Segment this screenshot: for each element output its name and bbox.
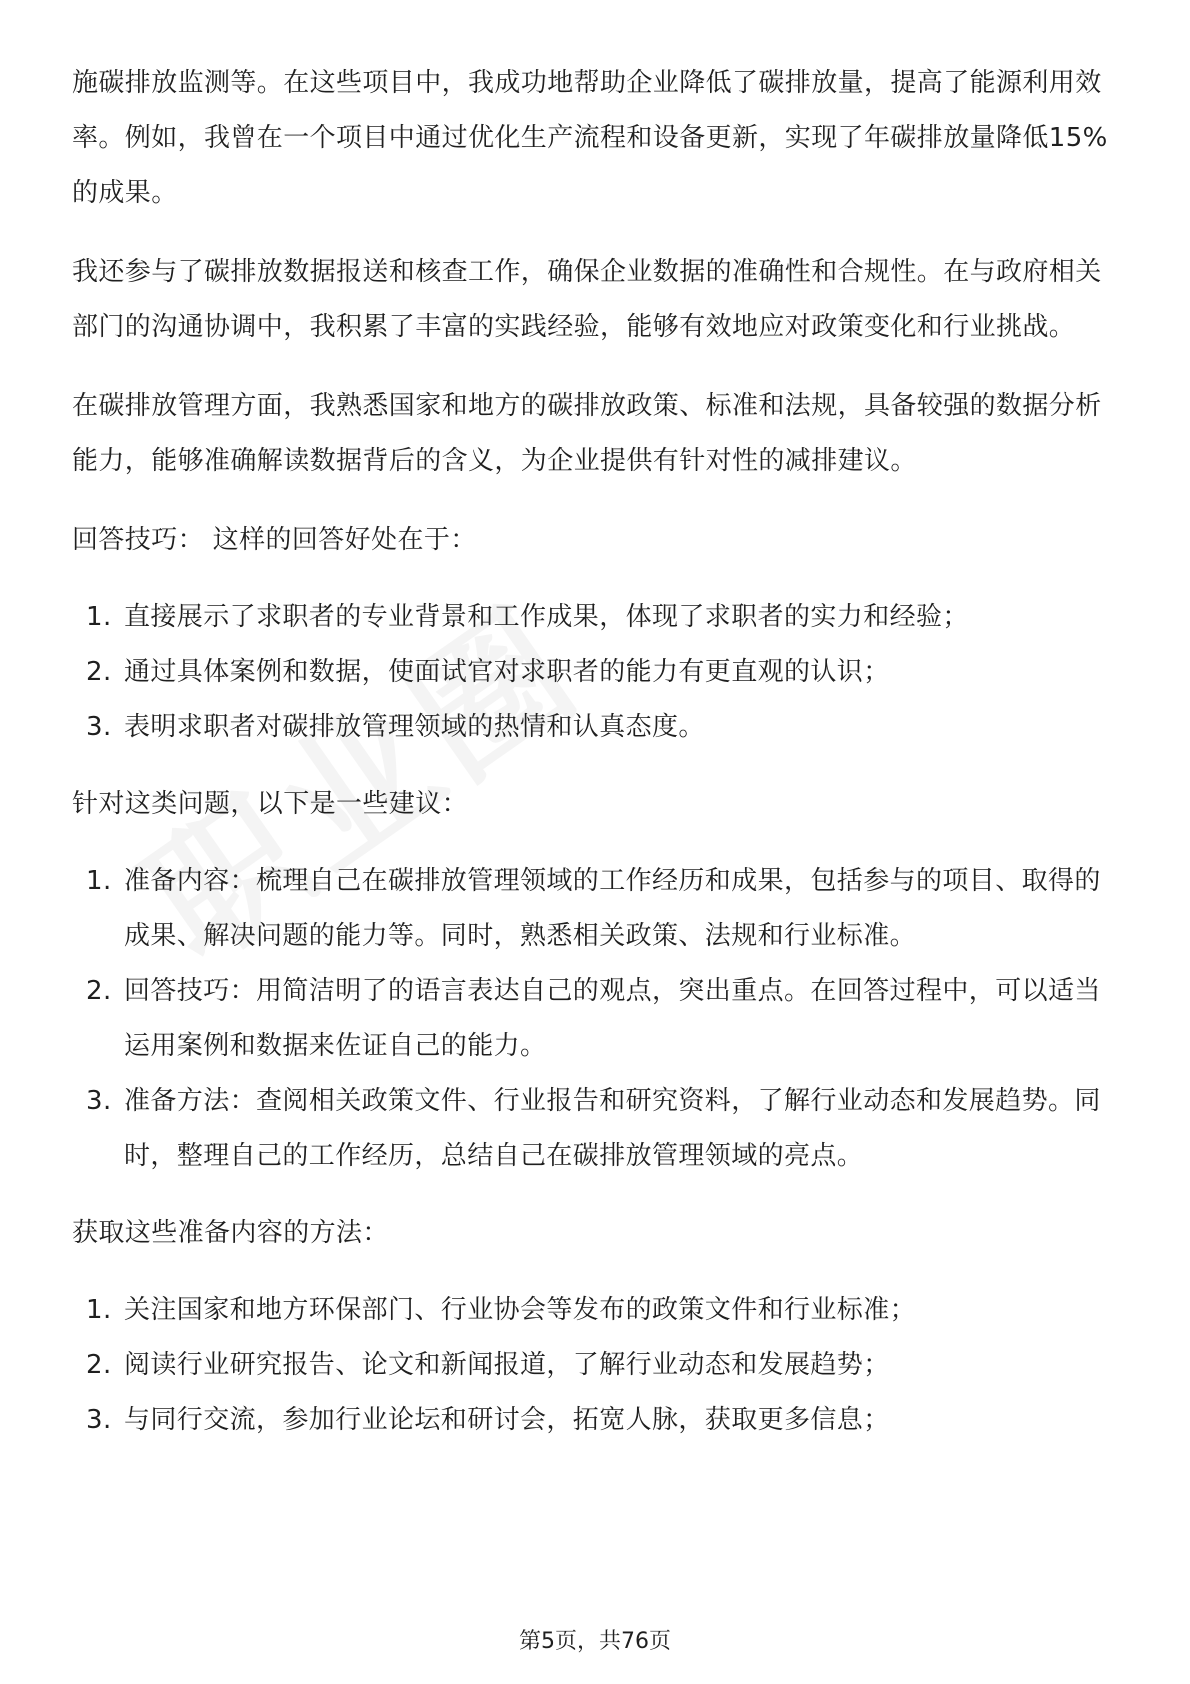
document-body bbox=[72, 56, 1118, 1470]
list-item bbox=[72, 964, 1118, 1074]
list-number: 3. bbox=[86, 712, 112, 742]
list-number: 2. bbox=[86, 976, 112, 1006]
list-item bbox=[72, 1338, 1118, 1393]
tips-list bbox=[72, 590, 1118, 755]
list-item-text: 与同行交流，参加行业论坛和研讨会，拓宽人脉，获取更多信息； bbox=[124, 1405, 890, 1435]
paragraph-1: 施碳排放监测等。在这些项目中，我成功地帮助企业降低了碳排放量，提高了能源利用效率。例如，我曾在一个项目中通过优化生产流程和设备更新，实现了年碳排放量降低15%的成果。 bbox=[72, 68, 1108, 208]
tips-heading: 回答技巧： 这样的回答好处在于： bbox=[72, 525, 477, 555]
list-number: 2. bbox=[86, 657, 112, 687]
list-item-text: 通过具体案例和数据，使面试官对求职者的能力有更直观的认识； bbox=[124, 657, 890, 687]
list-item-text: 关注国家和地方环保部门、行业协会等发布的政策文件和行业标准； bbox=[124, 1295, 917, 1325]
paragraph-3: 在碳排放管理方面，我熟悉国家和地方的碳排放政策、标准和法规，具备较强的数据分析能力，能够准确解读数据背后的含义，为企业提供有针对性的减排建议。 bbox=[72, 391, 1102, 476]
list-item bbox=[72, 1283, 1118, 1338]
list-number: 1. bbox=[86, 1295, 112, 1325]
list-item bbox=[72, 645, 1118, 700]
list-number: 1. bbox=[86, 602, 112, 632]
list-number: 3. bbox=[86, 1405, 112, 1435]
list-item-text: 阅读行业研究报告、论文和新闻报道，了解行业动态和发展趋势； bbox=[124, 1350, 890, 1380]
list-item-text: 准备方法：查阅相关政策文件、行业报告和研究资料，了解行业动态和发展趋势。同时，整理自己的工作经历，总结自己在碳排放管理领域的亮点。 bbox=[124, 1086, 1101, 1171]
list-item bbox=[72, 1074, 1118, 1184]
methods-heading: 获取这些准备内容的方法： bbox=[72, 1218, 389, 1248]
list-item-text: 准备内容：梳理自己在碳排放管理领域的工作经历和成果，包括参与的项目、取得的成果、解决问题的能力等。同时，熟悉相关政策、法规和行业标准。 bbox=[124, 866, 1101, 951]
methods-list bbox=[72, 1283, 1118, 1448]
list-number: 3. bbox=[86, 1086, 112, 1116]
list-item-text: 回答技巧：用简洁明了的语言表达自己的观点，突出重点。在回答过程中，可以适当运用案例和数据来佐证自己的能力。 bbox=[124, 976, 1101, 1061]
list-item bbox=[72, 590, 1118, 645]
list-item-text: 直接展示了求职者的专业背景和工作成果，体现了求职者的实力和经验； bbox=[124, 602, 969, 632]
list-number: 2. bbox=[86, 1350, 112, 1380]
list-item bbox=[72, 854, 1118, 964]
list-item-text: 表明求职者对碳排放管理领域的热情和认真态度。 bbox=[124, 712, 705, 742]
list-item bbox=[72, 1393, 1118, 1448]
advice-heading: 针对这类问题，以下是一些建议： bbox=[72, 789, 469, 819]
advice-list bbox=[72, 854, 1118, 1184]
list-number: 1. bbox=[86, 866, 112, 896]
list-item bbox=[72, 700, 1118, 755]
paragraph-2: 我还参与了碳排放数据报送和核查工作，确保企业数据的准确性和合规性。在与政府相关部门的沟通协调中，我积累了丰富的实践经验，能够有效地应对政策变化和行业挑战。 bbox=[72, 257, 1102, 342]
page-number-footer: 第5页，共76页 bbox=[519, 1629, 671, 1654]
